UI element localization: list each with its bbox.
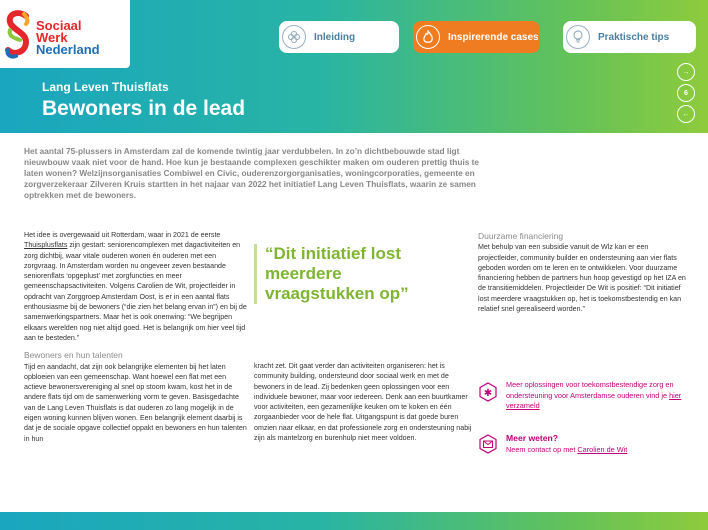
paragraph <box>24 230 248 343</box>
next-page-button[interactable] <box>677 63 695 81</box>
arrow-right-icon: → <box>682 68 690 76</box>
flame-icon <box>416 25 440 49</box>
mail-icon <box>478 434 498 454</box>
more-solutions-callout <box>478 380 688 412</box>
page-title: Bewoners in de lead <box>42 97 246 120</box>
paragraph: kracht zet. Dit gaat verder dan activiteiten organiseren: het is community building, ondersteund door sociaal werk en met de bewoners in de lead. Zij bedenken geen oplossingen voor een individuele bewoner, maar voor iedereen. Denk aan een buurtkamer voor activiteiten, een gezamenlijke keuken om te koken en één zorgaanbieder voor de hele flat. Uitgangspunt is dat goede buren omzien naar elkaar, en dat professionele zorg en ondersteuning nabij zijn als mantelzorg en burenhulp niet meer voldoen. <box>254 362 472 443</box>
column-1 <box>24 230 248 444</box>
contact-callout <box>478 432 688 456</box>
text: Meer oplossingen voor toekomstbestendige zorg en ondersteuning voor Amsterdamse ouderen vind je <box>506 380 674 400</box>
column-2 <box>254 361 478 443</box>
text: zijn gestart: seniorencomplexen met dagactiviteiten en zorg dichtbij, waar vitale ouderen wonen én ouderen met een zorgvraag. In Amsterdam worden nu ongeveer zeven bestaande seniorenflats ‘opgeplust’ met zorgfuncties en meer gemeenschapsactiviteiten. Volgens Carolien de Wit, projectleider in opdracht van Zorggroep Amsterdam Oost, is er in een aantal flats enthousiasme bij de bewoners (“die zien het belang ervan in”) en bij de samenwerkingspartners. Maar het is ook onenwing: “We begrijpen elkaars werelden nog niet altijd goed. Het is belangrijk om hier veel tijd aan te besteden.” <box>24 241 247 342</box>
intro-paragraph: Het aantal 75-plussers in Amsterdam zal de komende twintig jaar verdubbelen. In zo’n dichtbebouwde stad ligt nieuwbouw vaak niet voor de hand. Hoe kun je bestaande complexen geschikter maken om ouderen prettig thuis te laten wonen? Welzijnsorganisaties Combiwel en Civic, ouderenzorgorganisaties, woningcorporaties, gemeente en zorgverzekeraar Zilveren Kruis startten in het najaar van 2022 het initiatief Lang Leven Thuisflats, waarin ze samen optrekken met de bewoners. <box>24 146 480 201</box>
logo[interactable] <box>0 0 130 68</box>
tab-inleiding[interactable] <box>279 21 399 53</box>
tab-inspirerende-cases[interactable] <box>413 21 540 53</box>
tab-label: Praktische tips <box>598 31 670 43</box>
lightbulb-icon <box>566 25 590 49</box>
asterisk-icon <box>478 382 498 402</box>
tab-praktische-tips[interactable] <box>563 21 696 53</box>
page-footer-bar <box>0 512 708 530</box>
text: Het idee is overgewaaid uit Rotterdam, waar in 2021 de eerste <box>24 231 221 239</box>
pull-quote: “Dit initiatief lost meerdere vraagstukken op” <box>254 244 440 304</box>
tab-label: Inspirerende cases <box>448 31 539 43</box>
section-title: Duurzame financiering <box>478 231 564 241</box>
logo-s-icon <box>4 8 32 60</box>
paragraph: Met behulp van een subsidie vanuit de Wlz kan er een projectleider, community builder en ondersteuning aan vier flats geboden worden om te leren en te ontwikkelen. Voor duurzame financiering hebben de partners hun hoop gevestigd op het IZA en de transitiemiddelen. Projectleider De Wit is positief: “Dit initiatief lost meerdere vraagstukken op, het is toekomstbestendig en kan relatief snel gerealiseerd worden.” <box>478 243 686 314</box>
hier-verzameld-link[interactable]: hier verzameld <box>506 390 682 410</box>
logo-line-3: Nederland <box>36 42 100 57</box>
tab-label: Inleiding <box>314 31 356 43</box>
logo-line-1: Sociaal <box>36 18 82 33</box>
page-number <box>677 84 695 102</box>
page-header <box>0 0 708 133</box>
page-subtitle: Lang Leven Thuisflats <box>42 80 169 94</box>
page-number-label: 6 <box>684 89 688 97</box>
thuisplusflats-link[interactable]: Thuisplusflats <box>24 241 68 250</box>
carolien-de-wit-link[interactable]: Carolien de Wit <box>577 445 628 454</box>
section-title: Bewoners en hun talenten <box>24 350 123 361</box>
arrow-left-icon: ← <box>682 110 690 118</box>
logo-line-2: Werk <box>36 30 68 45</box>
prev-page-button[interactable] <box>677 105 695 123</box>
column-3 <box>478 231 686 314</box>
paragraph: Tijd en aandacht, dat zijn ook belangrijke elementen bij het laten opbloeien van een gemeenschap. Want hoewel een flat met een actieve bewonersvereniging al snel op stoom kwam, kost het in de andere flats tijd om de samenwerking vorm te geven. Basisgedachte van de Lang Leven Thuisflats is dat ouderen zo lang mogelijk in de eigen woning kunnen blijven wonen. Een belangrijk element daarbij is dat je de sociale opgave collectief oppakt en bewoners en hun talenten in hun <box>24 362 247 443</box>
callout-title: Meer weten? <box>506 433 559 443</box>
svg-text:✱: ✱ <box>483 388 493 399</box>
text: Neem contact op met <box>506 445 578 454</box>
flower-icon <box>282 25 306 49</box>
